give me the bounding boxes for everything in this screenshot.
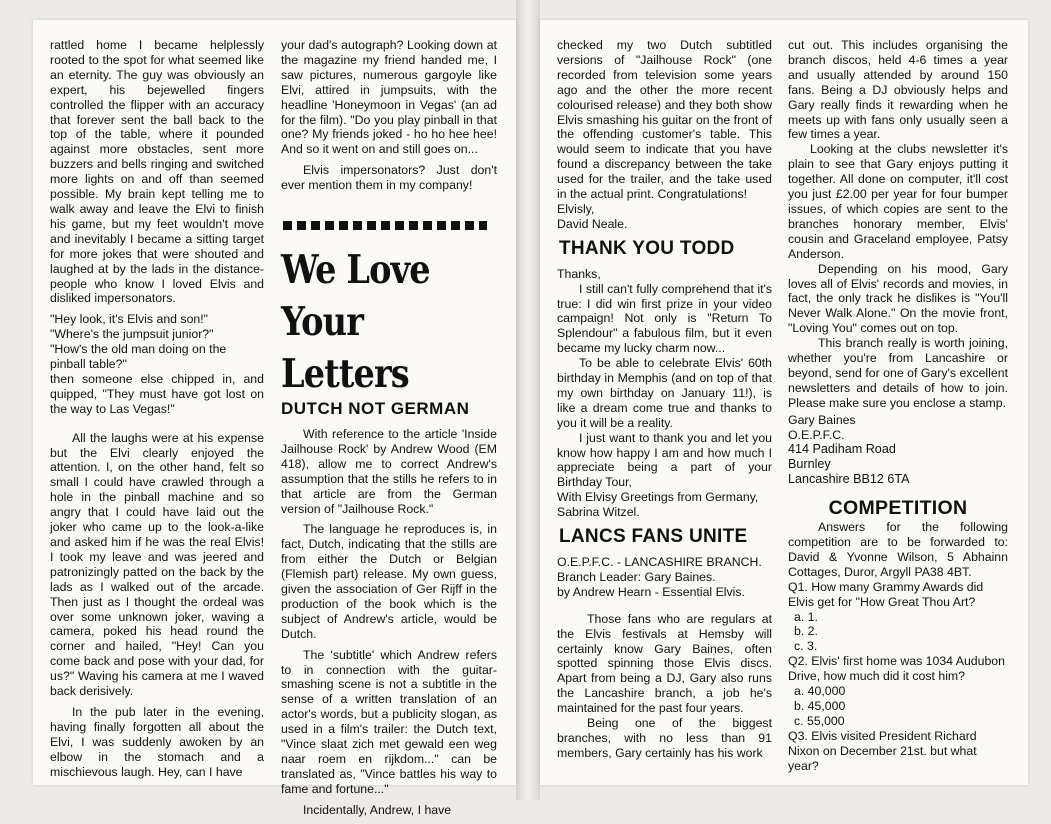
answer-option: a. 1. [794,609,818,624]
letter-title: THANK YOU TODD [559,237,735,259]
address-line: Gary Baines [788,412,856,427]
competition-question-1 [788,580,1008,655]
signoff: Elvisly, [557,201,595,216]
greeting: Thanks, [557,266,601,281]
story-paragraph: rattled home I became helplessly rooted to the spot for what seemed like an eternity. The guy was obviously an expert, his bejewelled fingers controlled the flipper with an accuracy that forever sent the ball back to the top of the table, where it pounded against more obstacles, sent more buzzers and bells ringing and switched more lights on and off than seemed possible. My brain kept telling me to walk away and leave the Elvi to finish his game, but my feet wouldn't move and inevitably I became a sitting target for more jokes that were shouted and laughed at by the lads in the distance-people who know I loved Elvis and disliked impersonators. [50,38,264,306]
left-page [33,20,516,817]
letter-paragraph: checked my two Dutch subtitled versions of "Jailhouse Rock" (one recorded from television some years ago and the other the more recent colourised release) and they both show Elvis smashing his guitar on the front of the offending customer's table. This would seem to indicate that you have found a discrepancy between the take used for the trailer, and the take used in the actual print. Congratulations! [557,38,772,202]
branch-info: Branch Leader: Gary Baines. [557,569,716,584]
column-3 [557,38,772,767]
answer-option: b. 45,000 [794,698,846,713]
letter-paragraph: With reference to the article 'Inside Jailhouse Rock' by Andrew Wood (EM 418), allow me to correct Andrew's assumption that the stills he refers to in that article are from the German version of "Jailhouse Rock." [281,426,497,516]
story-paragraph: then someone else chipped in, and quipped, "They must have got lost on the way to Las Vegas!" [50,371,264,416]
article-paragraph: Being one of the biggest branches, with no less than 91 members, Gary certainly has his work [557,716,772,760]
answer-option: a. 40,000 [794,684,846,699]
address-line: Lancashire BB12 6TA [788,472,910,487]
headline-line-1: We Love [281,247,430,294]
column-2 [281,38,497,824]
address-line: Burnley [788,457,831,472]
story-paragraph: All the laughs were at his expense but the Elvi clearly enjoyed the attention. I, on the other hand, felt so small I could have crawled through a hole in the pinball machine and so angry that I could have laid out the joker who came up to the look-a-like and asked him if he was the real Elvis! I took my leave and was jeered and patronizingly patted on the back by the lads as I walked out of the arcade. Then just as I thought the ordeal was over some unknown joker, waving a camera, poked his head round the corner and hailed, "Hey! Can you come back and pose with your dad, for us?" Waving his camera at me I waved back derisively. [50,430,264,699]
answer-option: b. 2. [794,624,818,639]
quote-line: "How's the old man doing on the pinball table?" [50,342,227,372]
quote-line: "Hey look, it's Elvis and son!" [50,312,209,327]
contact-address [788,413,1008,488]
byline: by Andrew Hearn - Essential Elvis. [557,584,745,599]
question-text: Q1. How many Grammy Awards did Elvis get for "How Great Thou Art? [788,579,984,609]
branch-info: O.E.P.F.C. - LANCASHIRE BRANCH. [557,555,762,569]
article-paragraph: This branch really is worth joining, whether you're from Lancashire or beyond, send for one of Gary's excellent newsletters and details of how to join. Please make sure you enclose a stamp. [788,336,1008,410]
right-page [540,20,1028,785]
article-title: LANCS FANS UNITE [559,526,748,548]
letter-paragraph: Incidentally, Andrew, I have [303,802,452,817]
signoff-name: Sabrina Witzel. [557,505,640,520]
article-paragraph: Looking at the clubs newsletter it's plain to see that Gary enjoys putting it together. All done on computer, it'll cost you just £2.00 per year for four bumper issues, of which copies are sent to the branches honorary member, Elvis' cousin and Graceland employee, Patsy Anderson. [788,142,1008,261]
headline-line-2: Your Letters [281,299,409,398]
letter-paragraph: I just want to thank you and let you know how happy I am and how much I appreciate being a part of your Birthday Tour, [557,430,772,490]
address-line: O.E.P.F.C. [788,427,845,442]
question-text: Q3. Elvis visited President Richard Nixon on December 21st. but what year? [788,728,977,773]
quote-line: "Where's the jumpsuit junior?" [50,327,214,342]
answer-option: c. 3. [794,639,818,654]
question-text: Q2. Elvis' first home was 1034 Audubon Drive, how much did it cost him? [788,654,1005,684]
column-4 [788,38,1008,774]
signoff: With Elvisy Greetings from Germany, [557,490,759,505]
answer-option: c. 55,000 [794,713,845,728]
letter-paragraph: I still can't fully comprehend that it's true: I did win first prize in your video campaign! Not only is "Return To Splendour" a fabulous film, but it even became my lucky charm now... [557,281,772,356]
competition-question-3 [788,729,1008,774]
address-line: 414 Padiham Road [788,442,896,457]
article-paragraph: Those fans who are regulars at the Elvis festivals at Hemsby will certainly know Gary Baines, often spotted spinning those Elvis discs. Apart from being a DJ, Gary also runs the Lancashire branch, a job he's maintained for the past four years. [557,611,772,716]
decorative-dash-rule [283,221,487,230]
article-paragraph: Depending on his mood, Gary loves all of Elvis' records and movies, in fact, the only track he dislikes is "You'll Never Walk Alone." On the movie front, "Loving You" comes out on top. [788,261,1008,336]
letter-paragraph: To be able to celebrate Elvis' 60th birthday in Memphis (and on top of that my own birthday on January 11!), is like a dream come true and thanks to you it will be a reality. [557,356,772,430]
competition-question-2 [788,654,1008,729]
story-paragraph: Elvis impersonators? Just don't ever mention them in my company! [281,163,497,193]
competition-intro: Answers for the following competition are to be forwarded to: David & Yvonne Wilson, 5 Abhainn Cottages, Duror, Argyll PA38 4BT. [788,520,1008,579]
letter-paragraph: The language he reproduces is, in fact, Dutch, indicating that the stills are from either the Dutch or Belgian (Flemish part) release. My own guess, given the association of Ger Rijff in the production of the book which is the subject of Andrew's article, would be Dutch. [281,522,497,641]
letter-title: DUTCH NOT GERMAN [281,399,470,419]
signoff-name: David Neale. [557,216,628,231]
story-paragraph: your dad's autograph? Looking down at the magazine my friend handed me, I saw pictures, numerous gargoyle like Elvi, attired in jumpsuits, with the headline 'Honeymoon in Vegas' (an ad for the film). "Do you play pinball in that one? My friends joked - ho ho hee hee! And so it went on and still goes on... [281,38,497,157]
competition-title: COMPETITION [828,497,968,520]
column-1 [50,38,264,786]
section-headline [281,244,496,400]
story-paragraph: In the pub later in the evening, having finally forgotten all about the Elvi, I was suddenly awoken by an elbow in the stomach and a mischievous laugh. Hey, can I have [50,704,264,779]
article-paragraph: cut out. This includes organising the branch discos, held 4-6 times a year and usually attended by around 150 fans. Being a DJ obviously helps and Gary really finds it rewarding when he meets up with fans only usually seen a few times a year. [788,38,1008,142]
letter-paragraph: The 'subtitle' which Andrew refers to in connection with the guitar-smashing scene is not a subtitle in the sense of a written translation of an actor's words, but a publicity slogan, as used in a film's trailer: the Dutch text, "Vince slaat zich met gewald een weg naar roem en rijkdom..." can be translated as, "Vince battles his way to fame and fortune..." [281,647,497,796]
page-gutter [516,0,540,800]
